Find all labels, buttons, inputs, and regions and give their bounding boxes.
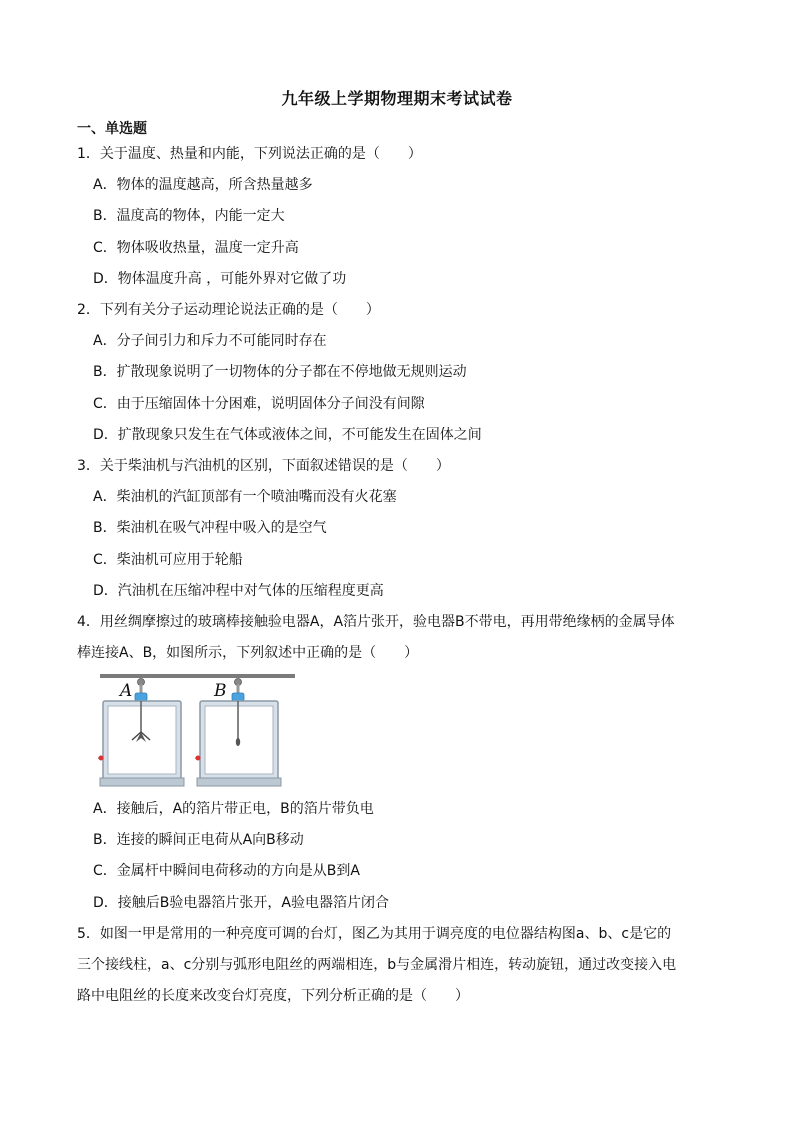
question-2-option-c[interactable]: C．由于压缩固体十分困难，说明固体分子间没有间隙 <box>93 396 425 412</box>
question-1-stem: 1．关于温度、热量和内能，下列说法正确的是（ ） <box>77 146 422 162</box>
question-4-option-c[interactable]: C．金属杆中瞬间电荷移动的方向是从B到A <box>93 863 360 879</box>
page-title: 九年级上学期物理期末考试试卷 <box>281 89 513 108</box>
section-heading: 一、单选题 <box>77 121 147 137</box>
question-2-option-d[interactable]: D．扩散现象只发生在气体或液体之间，不可能发生在固体之间 <box>93 427 482 443</box>
question-3-stem: 3．关于柴油机与汽油机的区别，下面叙述错误的是（ ） <box>77 458 450 474</box>
question-3-option-b[interactable]: B．柴油机在吸气冲程中吸入的是空气 <box>93 520 327 536</box>
metal-rod <box>100 674 295 678</box>
question-4-option-d[interactable]: D．接触后B验电器箔片张开，A验电器箔片闭合 <box>93 895 389 911</box>
question-2-option-b[interactable]: B．扩散现象说明了一切物体的分子都在不停地做无规则运动 <box>93 364 467 380</box>
question-1-option-a[interactable]: A．物体的温度越高，所含热量越多 <box>93 177 313 193</box>
question-1-option-d[interactable]: D．物体温度升高 ，可能外界对它做了功 <box>93 271 347 287</box>
question-4-stem-line-2: 棒连接A、B，如图所示，下列叙述中正确的是（ ） <box>77 645 419 661</box>
question-1-option-c[interactable]: C．物体吸收热量，温度一定升高 <box>93 240 299 256</box>
question-3-option-c[interactable]: C．柴油机可应用于轮船 <box>93 552 243 568</box>
question-5-stem-line-3: 路中电阻丝的长度来改变台灯亮度，下列分析正确的是（ ） <box>77 988 469 1004</box>
electroscope-label-a: A <box>120 681 133 701</box>
electroscope-b <box>195 679 281 787</box>
electroscope-a <box>98 679 184 787</box>
electroscope-label-b: B <box>214 681 227 701</box>
question-3-option-d[interactable]: D．汽油机在压缩冲程中对气体的压缩程度更高 <box>93 583 384 599</box>
question-4-stem-line-1: 4．用丝绸摩擦过的玻璃棒接触验电器A，A箔片张开，验电器B不带电，再用带绝缘柄的金属导体 <box>77 614 675 630</box>
question-1-option-b[interactable]: B．温度高的物体，内能一定大 <box>93 208 285 224</box>
question-5-stem-line-1: 5．如图一甲是常用的一种亮度可调的台灯，图乙为其用于调亮度的电位器结构图a、b、c是它的 <box>77 926 672 942</box>
question-2-option-a[interactable]: A．分子间引力和斥力不可能同时存在 <box>93 333 327 349</box>
question-2-stem: 2．下列有关分子运动理论说法正确的是（ ） <box>77 302 380 318</box>
question-3-option-a[interactable]: A．柴油机的汽缸顶部有一个喷油嘴而没有火花塞 <box>93 489 397 505</box>
question-4-option-a[interactable]: A．接触后，A的箔片带正电，B的箔片带负电 <box>93 801 374 817</box>
question-4-option-b[interactable]: B．连接的瞬间正电荷从A向B移动 <box>93 832 304 848</box>
question-5-stem-line-2: 三个接线柱，a、c分别与弧形电阻丝的两端相连，b与金属滑片相连，转动旋钮，通过改变接入电 <box>77 957 677 973</box>
electroscope-diagram <box>98 672 298 790</box>
electroscope-figure <box>98 672 298 790</box>
